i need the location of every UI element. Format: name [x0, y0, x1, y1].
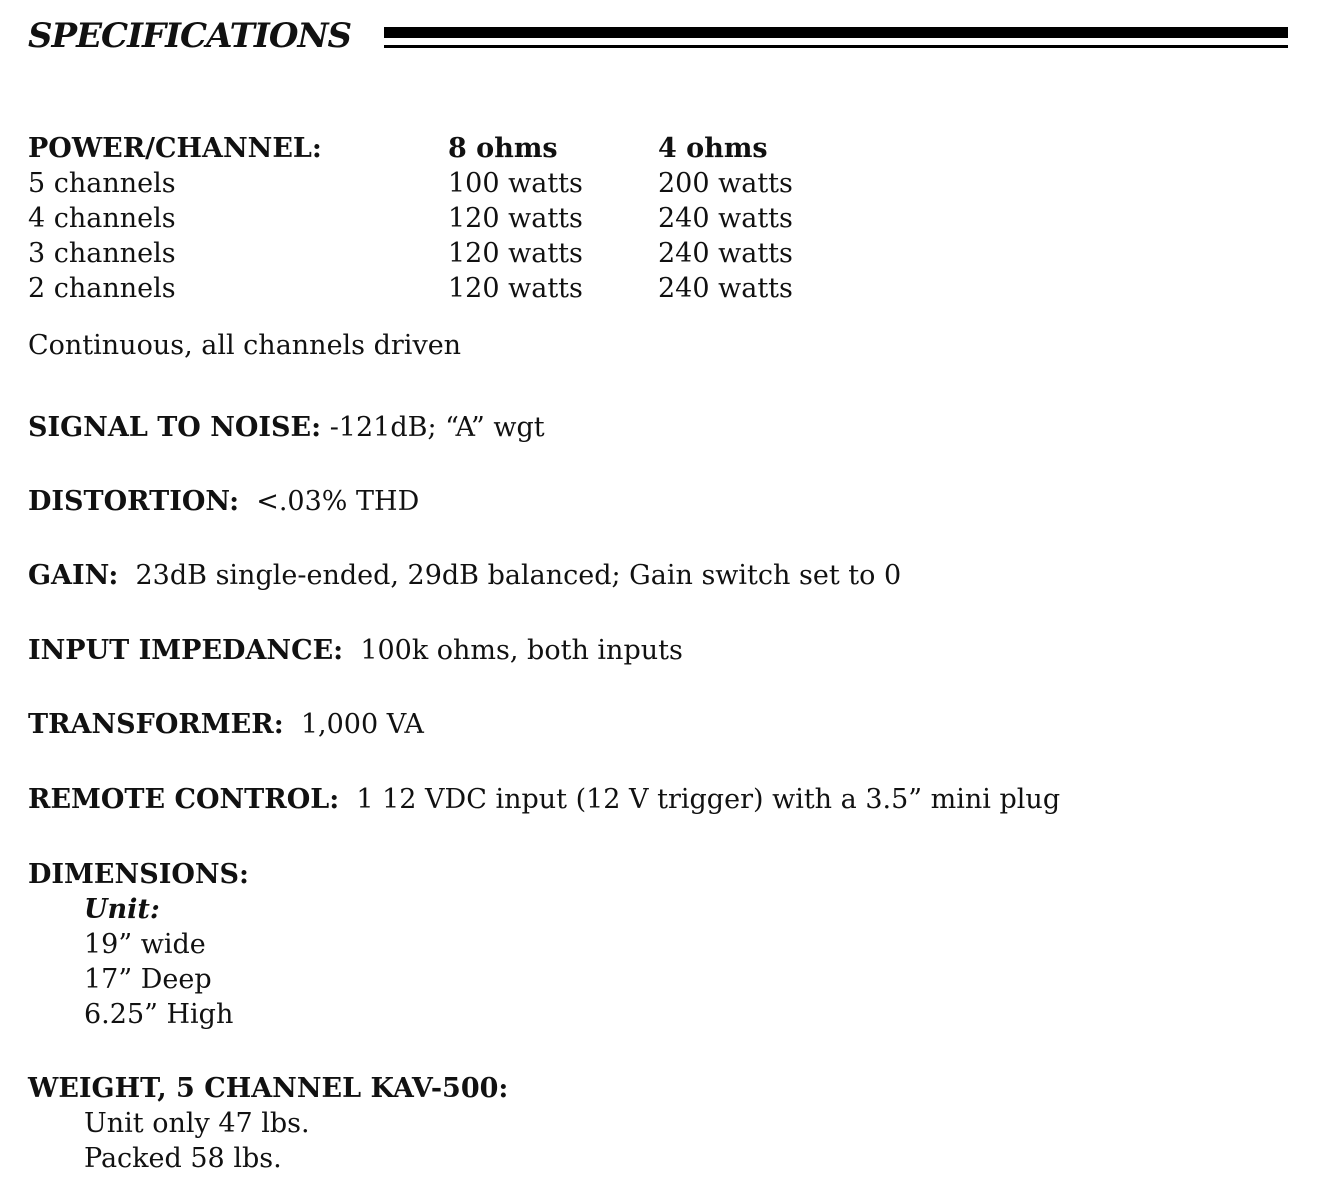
power-label: POWER/CHANNEL:	[28, 133, 322, 164]
spec-label: TRANSFORMER:	[28, 709, 284, 740]
spec-transformer	[28, 707, 424, 742]
col-8-ohms: 8 ohms	[448, 133, 558, 164]
spec-value: 1,000 VA	[300, 709, 424, 740]
spec-input-impedance	[28, 633, 683, 668]
spec-label: SIGNAL TO NOISE:	[28, 412, 322, 443]
power-note: Continuous, all channels driven	[28, 330, 462, 361]
channels-cell: 3 channels	[28, 238, 176, 269]
watts-4-cell: 200 watts	[658, 168, 793, 199]
spec-distortion	[28, 484, 419, 519]
spec-value: -121dB; “A” wgt	[329, 412, 545, 443]
watts-4-cell: 240 watts	[658, 273, 793, 304]
spec-signal-to-noise	[28, 410, 545, 445]
channels-cell: 5 channels	[28, 168, 176, 199]
spec-value: <.03% THD	[256, 486, 420, 517]
header-rule-thick	[384, 27, 1288, 38]
spec-value: 1 12 VDC input (12 V trigger) with a 3.5” mini plug	[356, 784, 1061, 815]
watts-4-cell: 240 watts	[658, 203, 793, 234]
watts-8-cell: 120 watts	[448, 203, 583, 234]
watts-4-cell: 240 watts	[658, 238, 793, 269]
section-title: SPECIFICATIONS	[28, 16, 352, 56]
spec-label: DISTORTION:	[28, 486, 240, 517]
spec-label: INPUT IMPEDANCE:	[28, 635, 344, 666]
dimension-depth: 17” Deep	[84, 964, 212, 995]
spec-label: GAIN:	[28, 560, 119, 591]
weight-label: WEIGHT, 5 CHANNEL KAV-500:	[28, 1073, 509, 1104]
dimension-width: 19” wide	[84, 929, 206, 960]
weight-unit: Unit only 47 lbs.	[84, 1108, 310, 1139]
spec-gain	[28, 558, 901, 593]
spec-remote-control	[28, 782, 1060, 817]
watts-8-cell: 120 watts	[448, 238, 583, 269]
header-rule-thin	[384, 45, 1288, 48]
dimension-height: 6.25” High	[84, 999, 234, 1030]
spec-value: 100k ohms, both inputs	[360, 635, 683, 666]
dimensions-sublabel: Unit:	[84, 894, 160, 925]
watts-8-cell: 120 watts	[448, 273, 583, 304]
section-header	[28, 14, 1290, 58]
weight-packed: Packed 58 lbs.	[84, 1143, 282, 1174]
channels-cell: 4 channels	[28, 203, 176, 234]
watts-8-cell: 100 watts	[448, 168, 583, 199]
spec-value: 23dB single-ended, 29dB balanced; Gain switch set to 0	[135, 560, 902, 591]
col-4-ohms: 4 ohms	[658, 133, 768, 164]
channels-cell: 2 channels	[28, 273, 176, 304]
dimensions-label: DIMENSIONS:	[28, 859, 249, 890]
spec-label: REMOTE CONTROL:	[28, 784, 340, 815]
